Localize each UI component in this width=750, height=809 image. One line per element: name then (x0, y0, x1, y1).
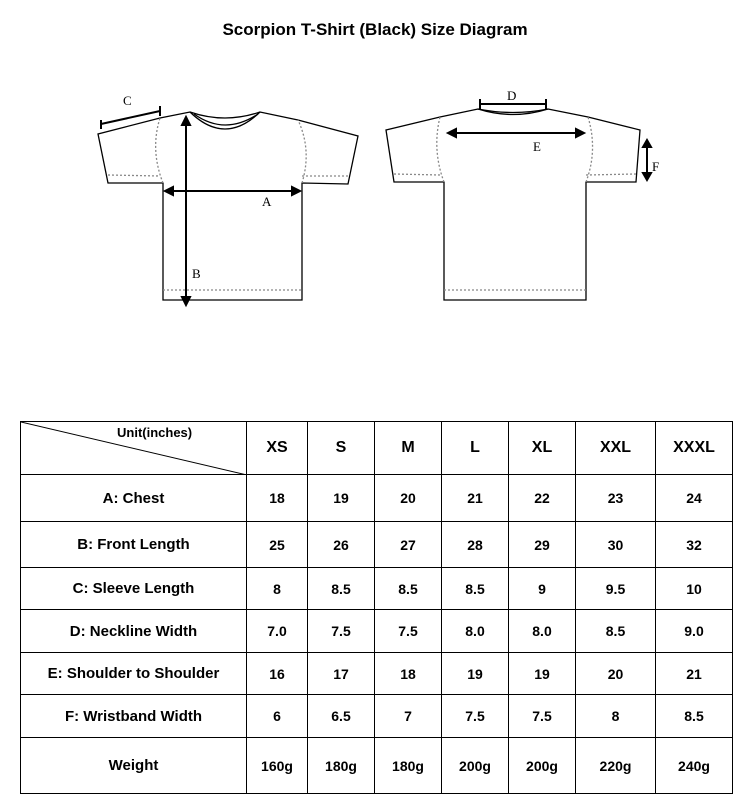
value-cell: 220g (576, 738, 656, 794)
value-cell: 8.5 (442, 568, 509, 610)
table-header-row (21, 422, 733, 475)
value-cell: 19 (442, 653, 509, 695)
value-cell: 10 (656, 568, 733, 610)
value-cell: 27 (375, 522, 442, 568)
row-label: A: Chest (21, 475, 247, 522)
value-cell: 30 (576, 522, 656, 568)
label-b: B (192, 266, 201, 281)
back-measure-arrows (448, 99, 651, 180)
size-header: M (375, 422, 442, 475)
value-cell: 7.5 (308, 610, 375, 653)
label-c: C (123, 93, 132, 108)
value-cell: 8 (576, 695, 656, 738)
value-cell: 25 (247, 522, 308, 568)
value-cell: 22 (509, 475, 576, 522)
table-row (21, 522, 733, 568)
row-label: E: Shoulder to Shoulder (21, 653, 247, 695)
value-cell: 7.0 (247, 610, 308, 653)
size-header: XS (247, 422, 308, 475)
value-cell: 21 (656, 653, 733, 695)
value-cell: 200g (442, 738, 509, 794)
value-cell: 240g (656, 738, 733, 794)
value-cell: 26 (308, 522, 375, 568)
table-row (21, 695, 733, 738)
value-cell: 180g (308, 738, 375, 794)
front-shirt-outline (98, 112, 358, 300)
table-row (21, 610, 733, 653)
page-title: Scorpion T-Shirt (Black) Size Diagram (222, 20, 528, 39)
tshirt-diagram (0, 80, 750, 320)
value-cell: 18 (247, 475, 308, 522)
table-row (21, 653, 733, 695)
row-label: Weight (21, 738, 247, 794)
value-cell: 16 (247, 653, 308, 695)
value-cell: 9.0 (656, 610, 733, 653)
size-header: XXL (576, 422, 656, 475)
table-row (21, 738, 733, 794)
value-cell: 29 (509, 522, 576, 568)
value-cell: 28 (442, 522, 509, 568)
value-cell: 19 (509, 653, 576, 695)
value-cell: 8 (247, 568, 308, 610)
value-cell: 8.5 (656, 695, 733, 738)
row-label: F: Wristband Width (21, 695, 247, 738)
label-e: E (533, 139, 541, 154)
value-cell: 180g (375, 738, 442, 794)
value-cell: 9.5 (576, 568, 656, 610)
back-shirt-outline (386, 109, 640, 300)
value-cell: 8.5 (375, 568, 442, 610)
value-cell: 17 (308, 653, 375, 695)
size-header: S (308, 422, 375, 475)
unit-header-cell (21, 422, 247, 475)
value-cell: 23 (576, 475, 656, 522)
value-cell: 32 (656, 522, 733, 568)
row-label: D: Neckline Width (21, 610, 247, 653)
value-cell: 6.5 (308, 695, 375, 738)
label-f: F (652, 159, 660, 174)
size-header: L (442, 422, 509, 475)
size-header: XXXL (656, 422, 733, 475)
value-cell: 9 (509, 568, 576, 610)
value-cell: 20 (576, 653, 656, 695)
unit-label: Unit(inches) (117, 425, 193, 440)
value-cell: 7.5 (375, 610, 442, 653)
row-label: B: Front Length (21, 522, 247, 568)
value-cell: 160g (247, 738, 308, 794)
value-cell: 6 (247, 695, 308, 738)
value-cell: 7 (375, 695, 442, 738)
value-cell: 8.0 (442, 610, 509, 653)
size-chart-table (20, 421, 733, 794)
size-header: XL (509, 422, 576, 475)
value-cell: 19 (308, 475, 375, 522)
row-label: C: Sleeve Length (21, 568, 247, 610)
label-a: A (262, 194, 272, 209)
value-cell: 8.0 (509, 610, 576, 653)
value-cell: 8.5 (576, 610, 656, 653)
value-cell: 8.5 (308, 568, 375, 610)
table-row (21, 475, 733, 522)
label-d: D (507, 88, 517, 103)
value-cell: 200g (509, 738, 576, 794)
value-cell: 24 (656, 475, 733, 522)
value-cell: 20 (375, 475, 442, 522)
value-cell: 18 (375, 653, 442, 695)
value-cell: 7.5 (509, 695, 576, 738)
table-row (21, 568, 733, 610)
value-cell: 21 (442, 475, 509, 522)
value-cell: 7.5 (442, 695, 509, 738)
